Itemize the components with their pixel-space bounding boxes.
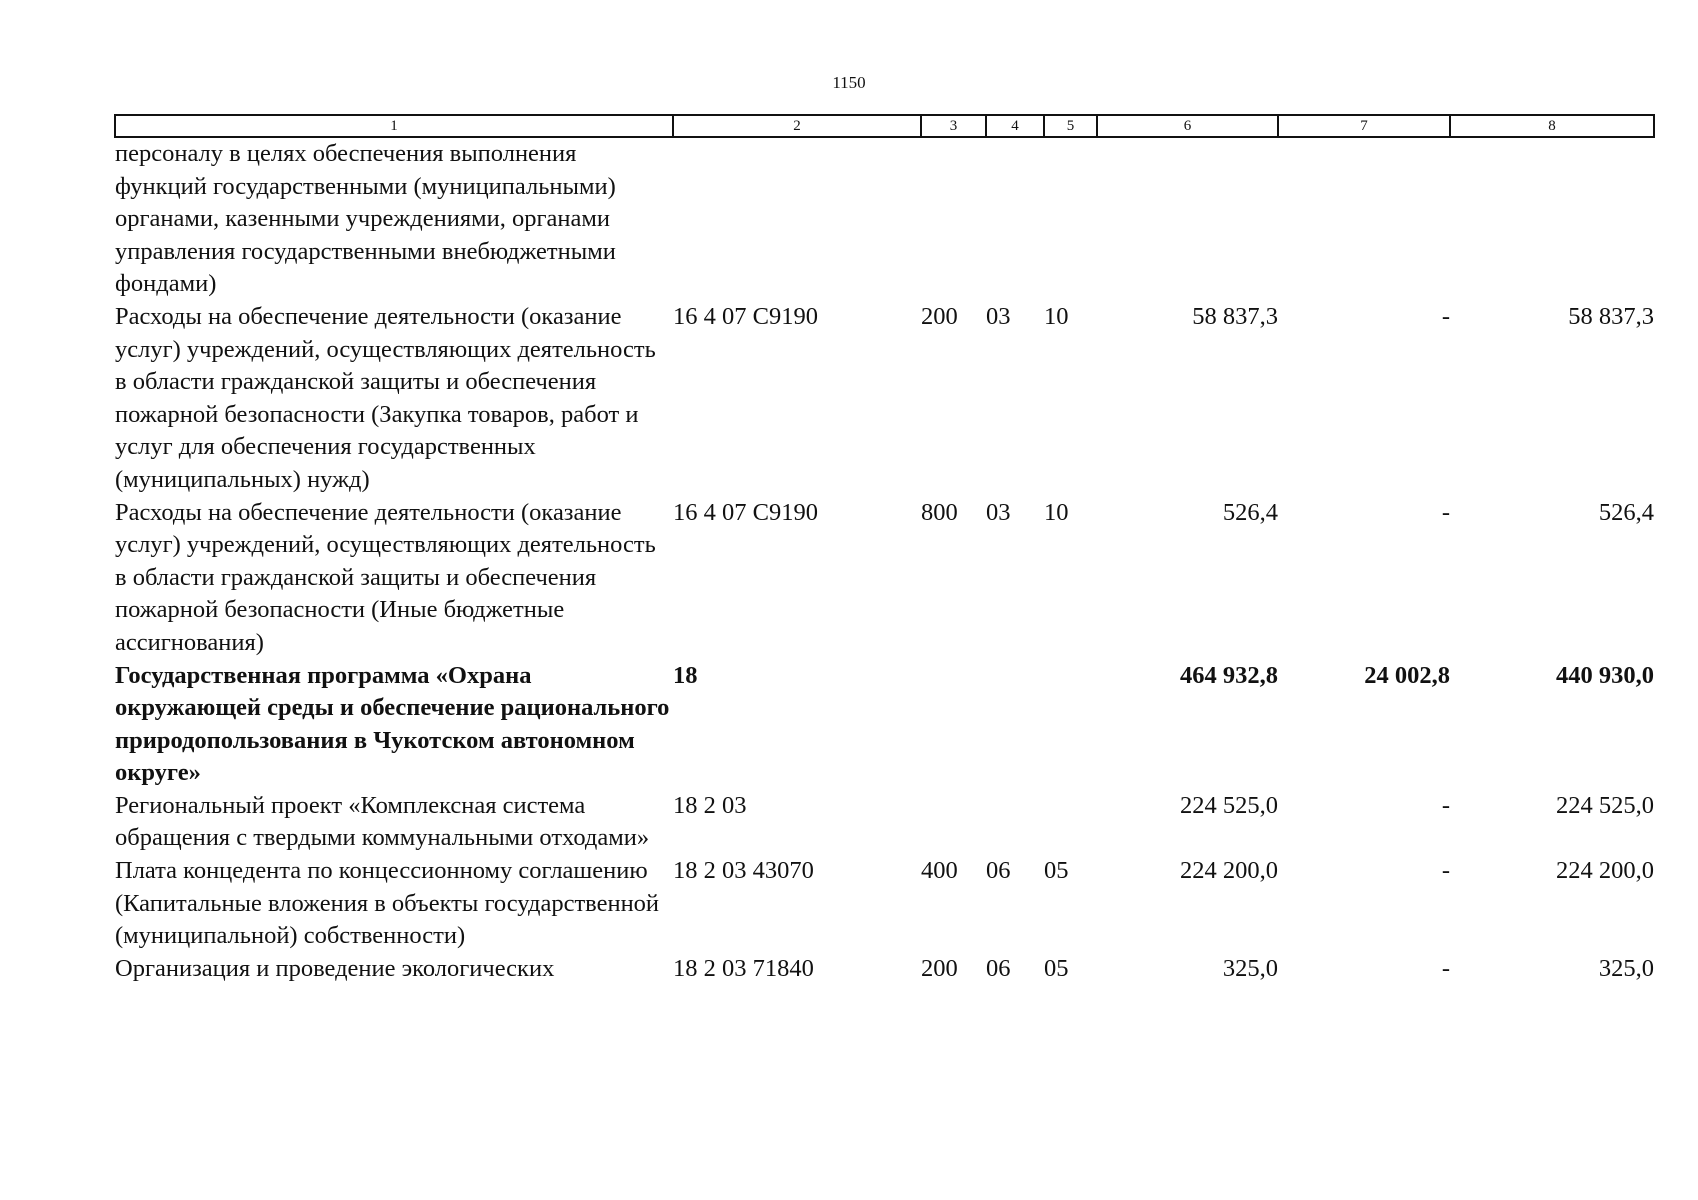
row-federal: - bbox=[1441, 498, 1450, 526]
row-target-code: 18 2 03 43070 bbox=[673, 857, 814, 885]
table-row bbox=[115, 301, 1654, 497]
row-regional: 325,0 bbox=[1598, 954, 1654, 982]
row-section: 06 bbox=[986, 857, 1011, 885]
row-target-code: 18 2 03 71840 bbox=[673, 954, 814, 982]
page-number: 1150 bbox=[832, 73, 866, 92]
row-subsection: 10 bbox=[1044, 302, 1069, 330]
table-row bbox=[115, 137, 1654, 301]
row-description: персоналу в целях обеспечения выполнения функций государственными (муниципальными) органами, казенными учреждениями, органами управления государственными внебюджетными фондами) bbox=[115, 140, 616, 298]
row-expense-type: 400 bbox=[921, 857, 958, 885]
row-subsection bbox=[1044, 660, 1097, 790]
row-federal: - bbox=[1441, 954, 1450, 982]
row-target-code bbox=[673, 137, 921, 301]
row-expense-type: 200 bbox=[921, 302, 958, 330]
row-regional: 224 200,0 bbox=[1556, 857, 1654, 885]
row-target-code: 18 2 03 bbox=[673, 791, 747, 819]
row-total: 526,4 bbox=[1222, 498, 1278, 526]
row-section: 03 bbox=[986, 302, 1011, 330]
row-total: 464 932,8 bbox=[1180, 661, 1278, 689]
row-federal: - bbox=[1441, 302, 1450, 330]
row-expense-type: 800 bbox=[921, 498, 958, 526]
row-description: Расходы на обеспечение деятельности (оказание услуг) учреждений, осуществляющих деятельность в области гражданской защиты и обеспечения пожарной безопасности (Закупка товаров, работ и услуг для обеспечения государственных (муниципальных) нужд) bbox=[115, 302, 656, 493]
budget-table bbox=[114, 114, 1655, 985]
row-section: 06 bbox=[986, 954, 1011, 982]
column-number: 8 bbox=[1450, 115, 1654, 137]
column-number: 5 bbox=[1044, 115, 1097, 137]
row-expense-type bbox=[921, 660, 986, 790]
row-federal: - bbox=[1441, 791, 1450, 819]
column-number: 3 bbox=[921, 115, 986, 137]
column-number: 6 bbox=[1097, 115, 1278, 137]
row-regional: 440 930,0 bbox=[1556, 661, 1654, 689]
row-subsection: 05 bbox=[1044, 857, 1069, 885]
column-number: 7 bbox=[1278, 115, 1450, 137]
row-subsection bbox=[1044, 790, 1097, 855]
row-regional: 224 525,0 bbox=[1556, 791, 1654, 819]
table-row bbox=[115, 790, 1654, 855]
row-subsection: 10 bbox=[1044, 498, 1069, 526]
column-number-row bbox=[115, 115, 1654, 137]
table-row bbox=[115, 497, 1654, 660]
column-number: 2 bbox=[673, 115, 921, 137]
row-federal bbox=[1278, 137, 1450, 301]
row-section bbox=[986, 790, 1044, 855]
row-total: 224 525,0 bbox=[1180, 791, 1278, 819]
table-row-program bbox=[115, 660, 1654, 790]
row-total: 58 837,3 bbox=[1192, 302, 1278, 330]
row-expense-type bbox=[921, 790, 986, 855]
row-description: Региональный проект «Комплексная система обращения с твердыми коммунальными отходами» bbox=[115, 791, 650, 852]
row-regional: 526,4 bbox=[1598, 498, 1654, 526]
row-description: Организация и проведение экологических bbox=[115, 954, 555, 982]
row-target-code: 16 4 07 С9190 bbox=[673, 302, 818, 330]
row-description: Расходы на обеспечение деятельности (оказание услуг) учреждений, осуществляющих деятельность в области гражданской защиты и обеспечения пожарной безопасности (Иные бюджетные ассигнования) bbox=[115, 498, 656, 656]
row-total: 224 200,0 bbox=[1180, 857, 1278, 885]
table-row bbox=[115, 953, 1654, 986]
row-section bbox=[986, 660, 1044, 790]
row-federal: - bbox=[1441, 857, 1450, 885]
row-target-code: 18 bbox=[673, 661, 698, 689]
row-expense-type: 200 bbox=[921, 954, 958, 982]
row-federal: 24 002,8 bbox=[1364, 661, 1450, 689]
row-description: Государственная программа «Охрана окружающей среды и обеспечение рационального природопользования в Чукотском автономном округе» bbox=[115, 661, 670, 787]
column-number: 4 bbox=[986, 115, 1044, 137]
row-target-code: 16 4 07 С9190 bbox=[673, 498, 818, 526]
row-total bbox=[1097, 137, 1278, 301]
row-regional: 58 837,3 bbox=[1568, 302, 1654, 330]
table-row bbox=[115, 855, 1654, 953]
row-subsection bbox=[1044, 137, 1097, 301]
row-description: Плата концедента по концессионному соглашению (Капитальные вложения в объекты государственной (муниципальной) собственности) bbox=[115, 857, 660, 950]
row-section: 03 bbox=[986, 498, 1011, 526]
row-subsection: 05 bbox=[1044, 954, 1069, 982]
column-number: 1 bbox=[115, 115, 673, 137]
row-section bbox=[986, 137, 1044, 301]
row-expense-type bbox=[921, 137, 986, 301]
row-regional bbox=[1450, 137, 1654, 301]
row-total: 325,0 bbox=[1222, 954, 1278, 982]
